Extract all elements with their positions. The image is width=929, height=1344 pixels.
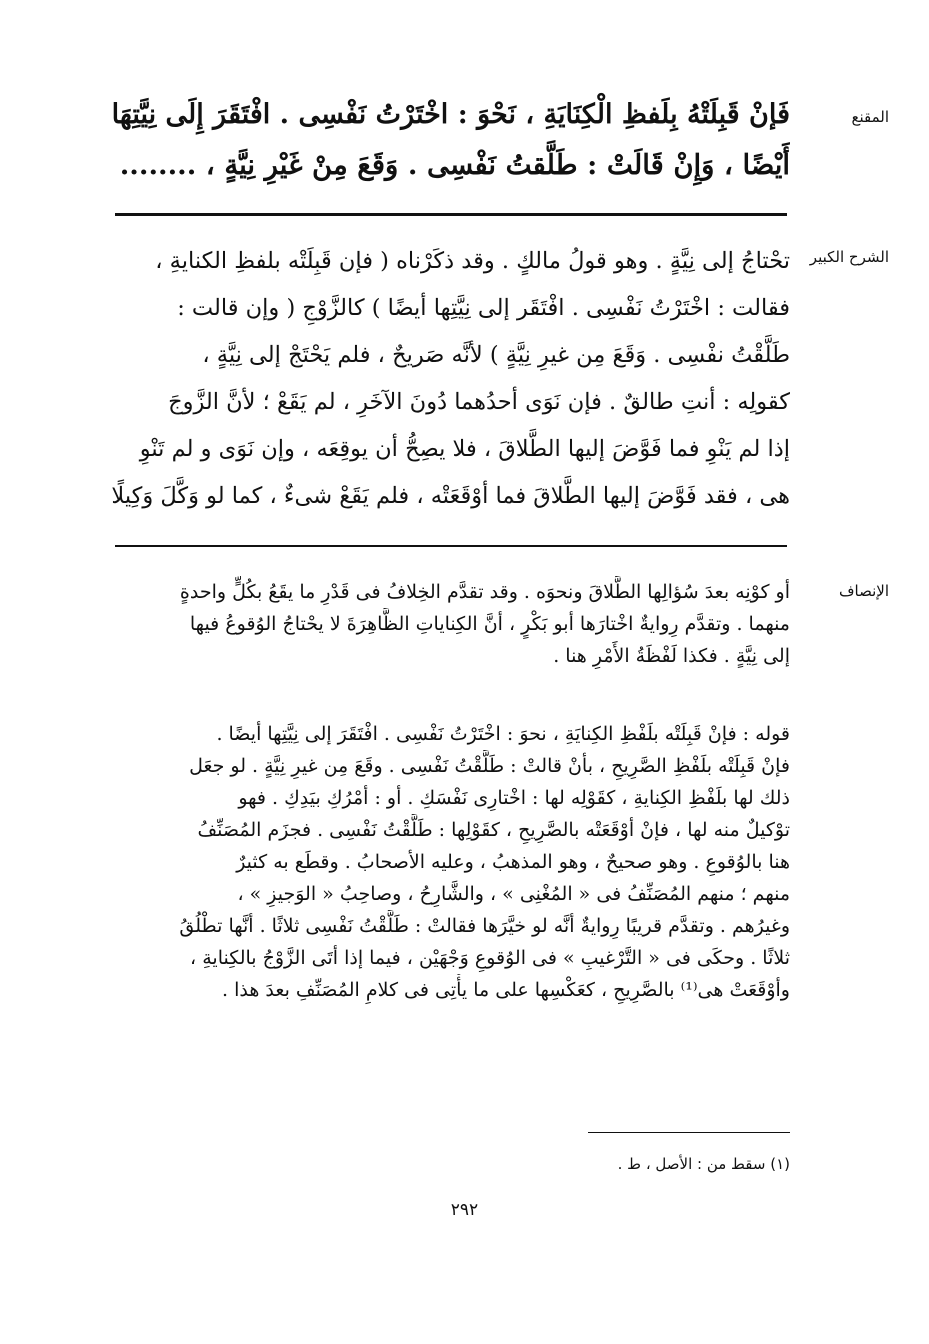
section-label-muqni: المقنع <box>851 108 889 126</box>
footnote-divider <box>588 1132 790 1133</box>
insaf-line: أو كوْنِه بعدَ سُؤالِها الطَّلاقَ ونحوَه . وقد تقدَّم الخِلافُ فى قَدْرِ ما يقَعُ بكُلٍّ واحدةٍ <box>179 581 790 603</box>
sharh-line: تحْتاجُ إلى نِيَّةٍ . وهو قولُ مالكٍ . وقد ذكَرْناه ( فإن قَبِلَتْه بلفظِ الكنايةِ ، <box>155 248 790 274</box>
insaf-line: وغيرُهم . وتقدَّم قريبًا رِوايةٌ أنَّه لو خيَّرَها فقالتْ : طَلَّقْتُ نَفْسِى ثلاثًا . أنَّها تطْلُقُ <box>179 915 790 937</box>
section-divider <box>115 213 787 216</box>
sharh-text-block <box>110 238 790 520</box>
sharh-line: كقولِه : أنتِ طالقٌ . فإن نَوَى أحدُهما دُونَ الآخَرِ ، لم يَقَعْ ؛ لأنَّ الزَّوجَ <box>168 389 790 415</box>
insaf-line: هنا بالوُقوعِ . وهو صحيحٌ ، وهو المذهبُ ، وعليه الأصحابُ . وقطَع به كثيرٌ <box>236 851 790 873</box>
section-label-insaf: الإنصاف <box>838 582 889 600</box>
section-divider <box>115 545 787 547</box>
section-label-sharh: الشرح الكبير <box>809 248 889 266</box>
insaf-line: توْكيلٌ منه لها ، فإنْ أوْقَعَتْه بالصَّرِيحِ ، كقَوْلِها : طَلَّقْتُ نَفْسِى . فجزَم المُصَنِّفُ <box>197 819 790 841</box>
insaf-line: ثلاثًا . وحكَى فى « التَّرْغيبِ » فى الوُقوعِ وَجْهَيْن ، فيما إذا أتَى الزَّوْجُ بالكِنايةِ ، <box>190 947 790 969</box>
insaf-line: منهم ؛ منهم المُصَنِّفُ فى « المُغْنِى » ، والشَّارِحُ ، وصاحِبُ « الوَجيزِ » ، <box>237 883 790 905</box>
insaf-line: ذلك لها بلَفْظِ الكِنايةِ ، كقَوْلِه لها : اخْتارِى نَفْسَكِ . أو : أمْرُكِ بيَدِكِ . فهو <box>238 787 790 809</box>
sharh-line: هى ، فقد فَوَّضَ إليها الطَّلاقَ فما أوْقَعَتْه ، فلم يَقَعْ شىءٌ ، كما لو وَكَّلَ وَكِيلًا <box>111 483 790 509</box>
sharh-line: طَلَّقْتُ نفْسِى . وَقَعَ مِن غيرِ نِيَّةٍ ) لأنَّه صَريحٌ ، فلم يَحْتَجْ إلى نِيَّةٍ ، <box>202 342 790 368</box>
insaf-line: منهما . وتقدَّم رِوايةٌ اخْتارَها أبو بَكْرٍ ، أنَّ الكِناياتِ الظَّاهِرَةَ لا يحْتاجُ الوُقوعُ فيها <box>189 613 790 635</box>
insaf-paragraph-1 <box>110 576 790 672</box>
muqni-text-block <box>110 90 790 190</box>
sharh-line: إذا لم يَنْوِ فما فَوَّضَ إليها الطَّلاقَ ، فلا يصِحُّ أن يوقِعَه ، وإن نَوَى و لم تَنْوِ <box>139 436 790 462</box>
sharh-line: فقالت : اخْتَرْتُ نَفْسِى . افْتَقَر إلى نِيَّتِها أيضًا ) كالزَّوْجِ ( وإن قالت : <box>177 295 790 321</box>
insaf-line: فإنْ قَبِلَتْه بلَفْظِ الصَّرِيحِ ، بأنْ قالتْ : طَلَّقْتُ نَفْسِى . وقَعَ مِن غيرِ نِيَّةٍ . لو جعَل <box>189 755 790 777</box>
insaf-line: قوله : فإنْ قَبِلَتْه بلَفْظِ الكِنايَةِ ، نحوَ : اخْتَرْتُ نَفْسِى . افْتَقَرَ إلى نِيَّتِها أيضًا . <box>216 723 790 745</box>
footnote: (١) سقط من : الأصل ، ط . <box>617 1155 790 1173</box>
page-number: ٢٩٢ <box>450 1200 479 1220</box>
insaf-line: وأوْقَعَتْ هى⁽¹⁾ بالصَّرِيحِ ، كعَكْسِها على ما يأْتِى فى كلامِ المُصَنِّفِ بعدَ هذا . <box>222 979 790 1001</box>
muqni-line: أَيْضًا ، وَإِنْ قَالَتْ : طَلَّقتُ نَفْسِى . وَقَعَ مِنْ غَيْرِ نِيَّةٍ ، ........ <box>119 149 790 181</box>
insaf-line: إلى نِيَّةٍ . فكذا لَفْظَةُ الأَمْرِ هنا . <box>553 645 790 667</box>
muqni-line: فَإنْ قَبِلَتْهُ بِلَفظِ الْكِنَايَةِ ، نَحْوَ : اخْتَرْتُ نَفْسِى . افْتَقَرَ إِلَى نِيَّتِهَا <box>111 99 790 130</box>
insaf-paragraph-2 <box>110 718 790 1006</box>
